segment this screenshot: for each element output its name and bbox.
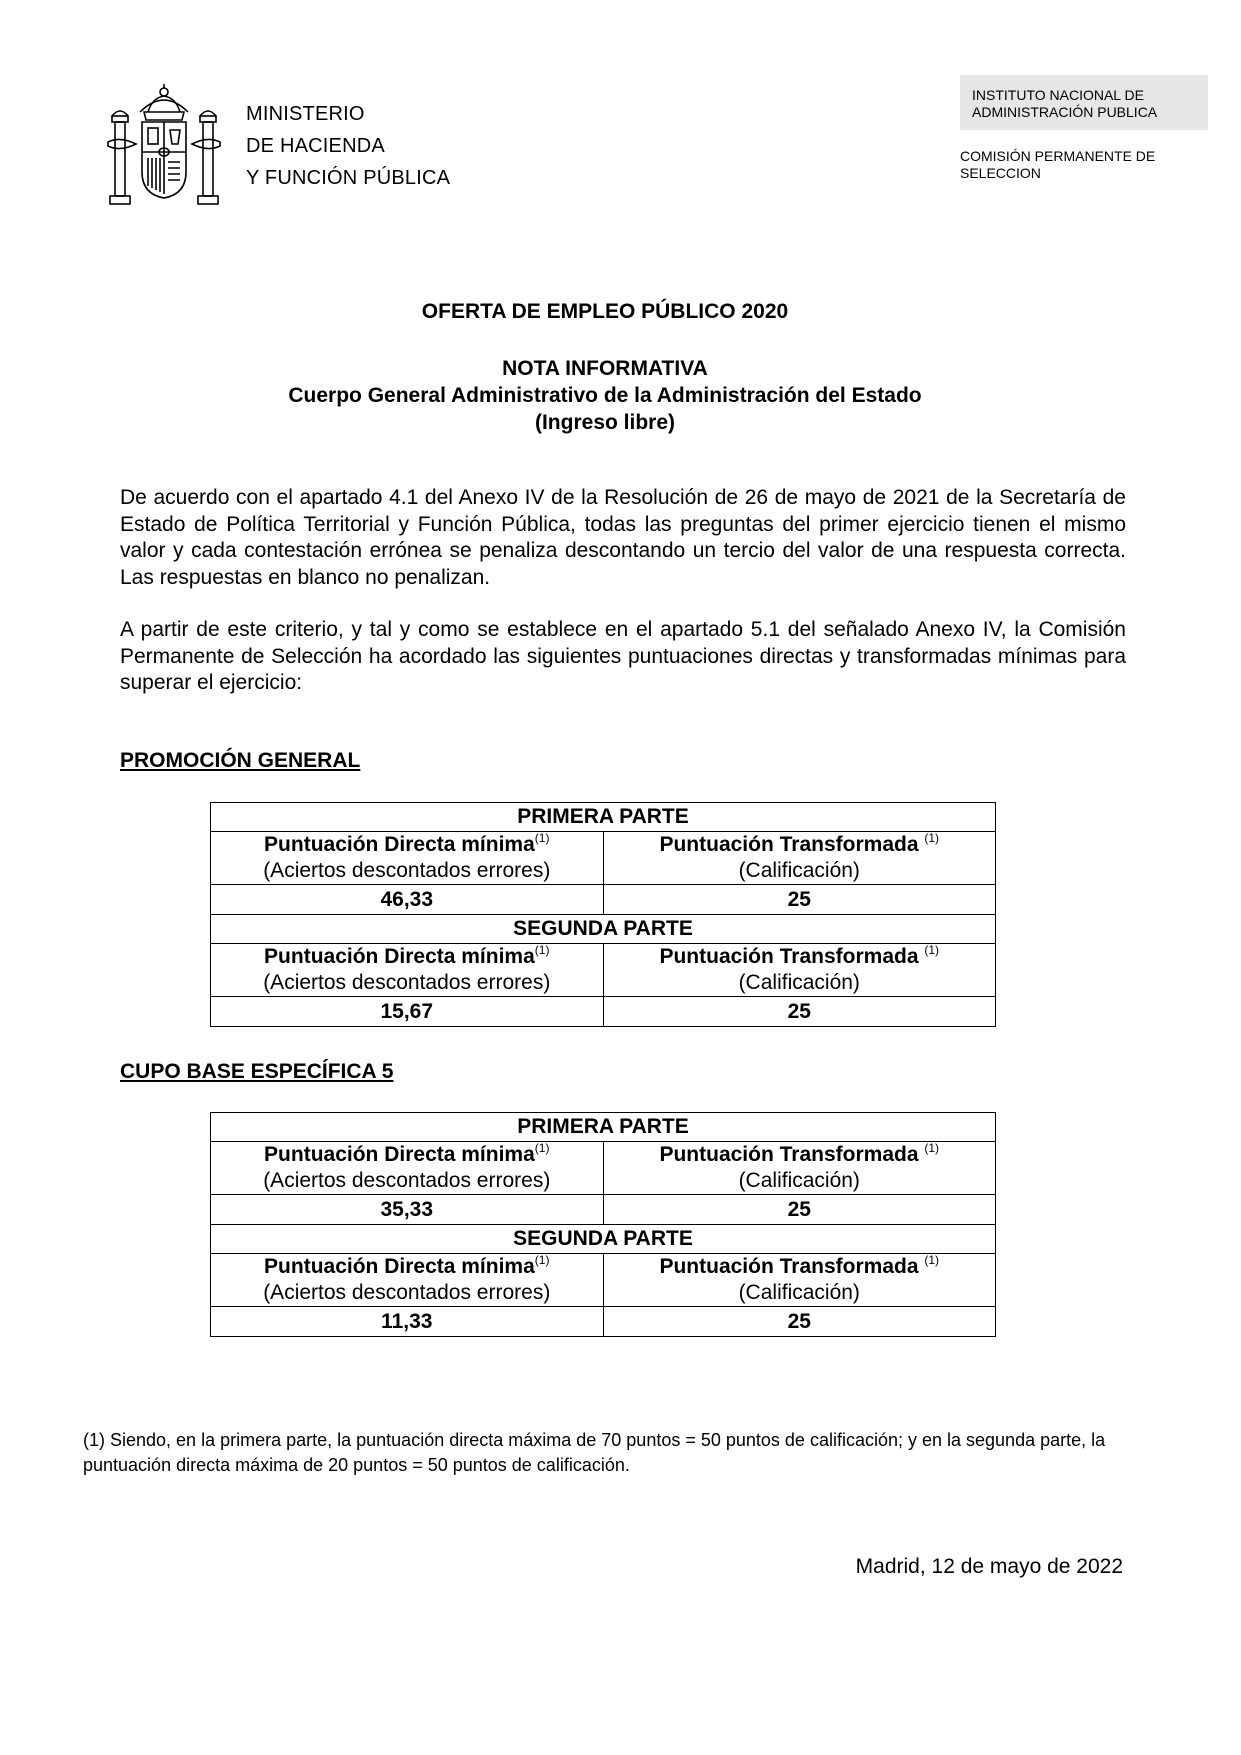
transformed-score-subtitle: (Calificación): [738, 859, 860, 882]
direct-score-header: [211, 1254, 604, 1307]
note-mark: (1): [534, 1141, 550, 1155]
ministry-line: MINISTERIO: [246, 103, 365, 125]
direct-score-header: [211, 944, 604, 997]
transformed-score-header: [603, 944, 996, 997]
part-title: SEGUNDA PARTE: [211, 915, 996, 944]
section-heading: PROMOCIÓN GENERAL: [120, 749, 361, 772]
signature-date: Madrid, 12 de mayo de 2022: [855, 1555, 1123, 1578]
direct-score-subtitle: (Aciertos descontados errores): [263, 859, 551, 882]
transformed-score-subtitle: (Calificación): [738, 1281, 860, 1304]
ministry-line: Y FUNCIÓN PÚBLICA: [246, 167, 451, 189]
transformed-score-subtitle: (Calificación): [738, 971, 860, 994]
table-row: [211, 803, 996, 832]
document-title: OFERTA DE EMPLEO PÚBLICO 2020: [421, 300, 789, 323]
transformed-score-value: 25: [603, 997, 996, 1027]
transformed-score-header: [603, 832, 996, 885]
transformed-score-value: 25: [603, 1195, 996, 1225]
note-mark: (1): [534, 943, 550, 957]
note-mark: (1): [924, 1253, 940, 1267]
coat-of-arms-of-spain-icon: [104, 82, 224, 210]
ministry-name: [246, 98, 450, 194]
direct-score-value: 35,33: [211, 1195, 604, 1225]
transformed-score-value: 25: [603, 1307, 996, 1337]
commission-line: COMISIÓN PERMANENTE DE: [960, 148, 1156, 164]
subtitle-line: Cuerpo General Administrativo de la Administración del Estado: [288, 384, 922, 407]
direct-score-header: [211, 832, 604, 885]
table-row: [211, 1225, 996, 1254]
note-mark: (1): [924, 831, 940, 845]
scores-table: [210, 802, 996, 1027]
table-row: [211, 1307, 996, 1337]
table-row: [211, 997, 996, 1027]
direct-score-title: Puntuación Directa mínima: [264, 833, 535, 856]
transformed-score-title: Puntuación Transformada: [659, 1255, 925, 1278]
scores-table: [210, 1112, 996, 1337]
transformed-score-subtitle: (Calificación): [738, 1169, 860, 1192]
commission-line: SELECCION: [960, 165, 1041, 181]
direct-score-title: Puntuación Directa mínima: [264, 1255, 535, 1278]
inap-line: INSTITUTO NACIONAL DE: [972, 87, 1144, 103]
note-mark: (1): [534, 831, 550, 845]
direct-score-title: Puntuación Directa mínima: [264, 945, 535, 968]
document-subtitle: [0, 355, 1210, 436]
inap-line: ADMINISTRACIÓN PUBLICA: [972, 104, 1158, 120]
transformed-score-title: Puntuación Transformada: [659, 945, 925, 968]
transformed-score-header: [603, 1142, 996, 1195]
section-heading: CUPO BASE ESPECÍFICA 5: [120, 1060, 394, 1083]
direct-score-header: [211, 1142, 604, 1195]
direct-score-subtitle: (Aciertos descontados errores): [263, 1169, 551, 1192]
table-row: [211, 1195, 996, 1225]
ministry-line: DE HACIENDA: [246, 135, 385, 157]
body-paragraph: A partir de este criterio, y tal y como se establece en el apartado 5.1 del señalado Anexo IV, la Comisión Permanente de Selección ha acordado las siguientes puntuaciones directas y transformadas mínimas para superar el ejercicio:: [120, 618, 1126, 694]
transformed-score-title: Puntuación Transformada: [659, 1143, 925, 1166]
footnote: (1) Siendo, en la primera parte, la puntuación directa máxima de 70 puntos = 50 puntos de calificación; y en la segunda parte, la puntuación directa máxima de 20 puntos = 50 puntos de calificación.: [83, 1430, 1106, 1475]
subtitle-line: (Ingreso libre): [534, 411, 676, 434]
table-row: [211, 1113, 996, 1142]
table-row: [211, 1142, 996, 1195]
direct-score-value: 15,67: [211, 997, 604, 1027]
direct-score-value: 46,33: [211, 885, 604, 915]
direct-score-subtitle: (Aciertos descontados errores): [263, 1281, 551, 1304]
table-row: [211, 1254, 996, 1307]
direct-score-value: 11,33: [211, 1307, 604, 1337]
table-row: [211, 915, 996, 944]
table-row: [211, 832, 996, 885]
direct-score-title: Puntuación Directa mínima: [264, 1143, 535, 1166]
subtitle-line: NOTA INFORMATIVA: [502, 357, 708, 380]
transformed-score-title: Puntuación Transformada: [659, 833, 925, 856]
part-title: SEGUNDA PARTE: [211, 1225, 996, 1254]
note-mark: (1): [534, 1253, 550, 1267]
table-row: [211, 944, 996, 997]
transformed-score-header: [603, 1254, 996, 1307]
note-mark: (1): [924, 943, 940, 957]
note-mark: (1): [924, 1141, 940, 1155]
direct-score-subtitle: (Aciertos descontados errores): [263, 971, 551, 994]
table-row: [211, 885, 996, 915]
part-title: PRIMERA PARTE: [211, 1113, 996, 1142]
body-paragraph: De acuerdo con el apartado 4.1 del Anexo IV de la Resolución de 26 de mayo de 2021 de la Secretaría de Estado de Política Territorial y Función Pública, todas las preguntas del primer ejercicio tienen el mismo valor y cada contestación errónea se penaliza descontando un tercio del valor de una respuesta correcta. Las respuestas en blanco no penalizan.: [120, 486, 1126, 589]
inap-label-box: [960, 75, 1208, 130]
commission-label: [960, 148, 1155, 182]
transformed-score-value: 25: [603, 885, 996, 915]
part-title: PRIMERA PARTE: [211, 803, 996, 832]
